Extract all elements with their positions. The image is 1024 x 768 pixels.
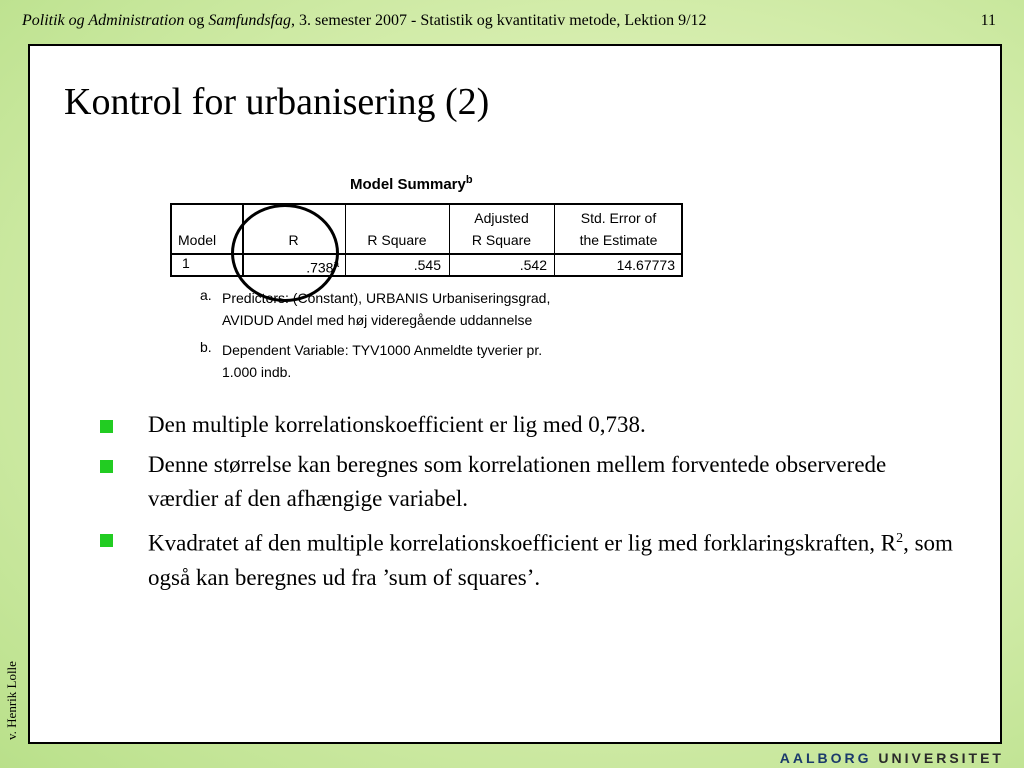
bullet-square-icon: [100, 534, 113, 547]
column-divider: [345, 205, 346, 275]
footnote-b-line2: 1.000 indb.: [222, 364, 292, 380]
cell-adj-r-square: .542: [519, 257, 547, 273]
footnote-a-line2: AVIDUD Andel med høj videregående uddannelse: [222, 312, 533, 328]
page-number: 11: [980, 12, 996, 29]
logo-aalborg: AALBORG: [779, 750, 872, 766]
logo-universitet: UNIVERSITET: [878, 750, 1004, 766]
column-divider: [554, 205, 555, 275]
cell-std-error: 14.67773: [616, 257, 675, 273]
university-logo: [780, 750, 1004, 766]
header-r-square: R Square: [367, 232, 427, 248]
header-course-italic: Politik og Administration: [22, 12, 185, 29]
slide-title: Kontrol for urbanisering (2): [64, 81, 490, 123]
footnote-a-line1: Predictors: (Constant), URBANIS Urbaniseringsgrad,: [222, 290, 551, 306]
cell-r-sup: a: [333, 259, 339, 270]
footnote-a-label: a.: [200, 287, 212, 303]
header-og: og: [184, 12, 209, 29]
cell-model: 1: [182, 255, 190, 271]
model-summary: [30, 46, 1004, 446]
table-title-text: Model Summary: [350, 176, 466, 193]
bullet-text: Denne størrelse kan beregnes som korrelationen mellem forventede observerede værdier af den afhængige variabel.: [148, 452, 887, 511]
header-subject-italic: Samfundsfag: [208, 12, 292, 29]
column-divider: [449, 205, 450, 275]
bullet-text-pre: Kvadratet af den multiple korrelationskoefficient er lig med forklaringskraften, R: [148, 530, 897, 556]
footnote-b-line1: Dependent Variable: TYV1000 Anmeldte tyverier pr.: [222, 342, 543, 358]
header-rest: , 3. semester 2007 - Statistik og kvantitativ metode, Lektion 9/12: [291, 12, 707, 29]
slide-header: [22, 12, 1002, 34]
bullet-list: [100, 408, 960, 601]
header-std-error-2: the Estimate: [579, 232, 658, 248]
header-model: Model: [178, 232, 217, 248]
header-adjusted-1: Adjusted: [474, 210, 529, 226]
cell-r-square: .545: [413, 257, 441, 273]
slide-frame: [28, 44, 1002, 744]
footnote-b-label: b.: [200, 339, 212, 355]
bullet-item: [100, 522, 960, 595]
bullet-item: [100, 448, 960, 516]
table-title: [350, 174, 473, 193]
bullet-text: Den multiple korrelationskoefficient er lig med 0,738.: [148, 412, 646, 437]
author-credit: v. Henrik Lolle: [4, 661, 19, 740]
header-r: R: [288, 232, 299, 248]
header-std-error-1: Std. Error of: [580, 210, 657, 226]
table-title-sup: b: [465, 174, 473, 186]
bullet-superscript: 2: [896, 531, 904, 546]
bullet-text-post: , som også kan beregnes ud fra ’sum of squares’.: [148, 530, 953, 590]
bullet-square-icon: [100, 460, 113, 473]
bullet-item: [100, 408, 960, 442]
cell-r-value: .738: [306, 259, 334, 276]
header-adjusted-2: R Square: [471, 232, 532, 248]
bullet-square-icon: [100, 420, 113, 433]
